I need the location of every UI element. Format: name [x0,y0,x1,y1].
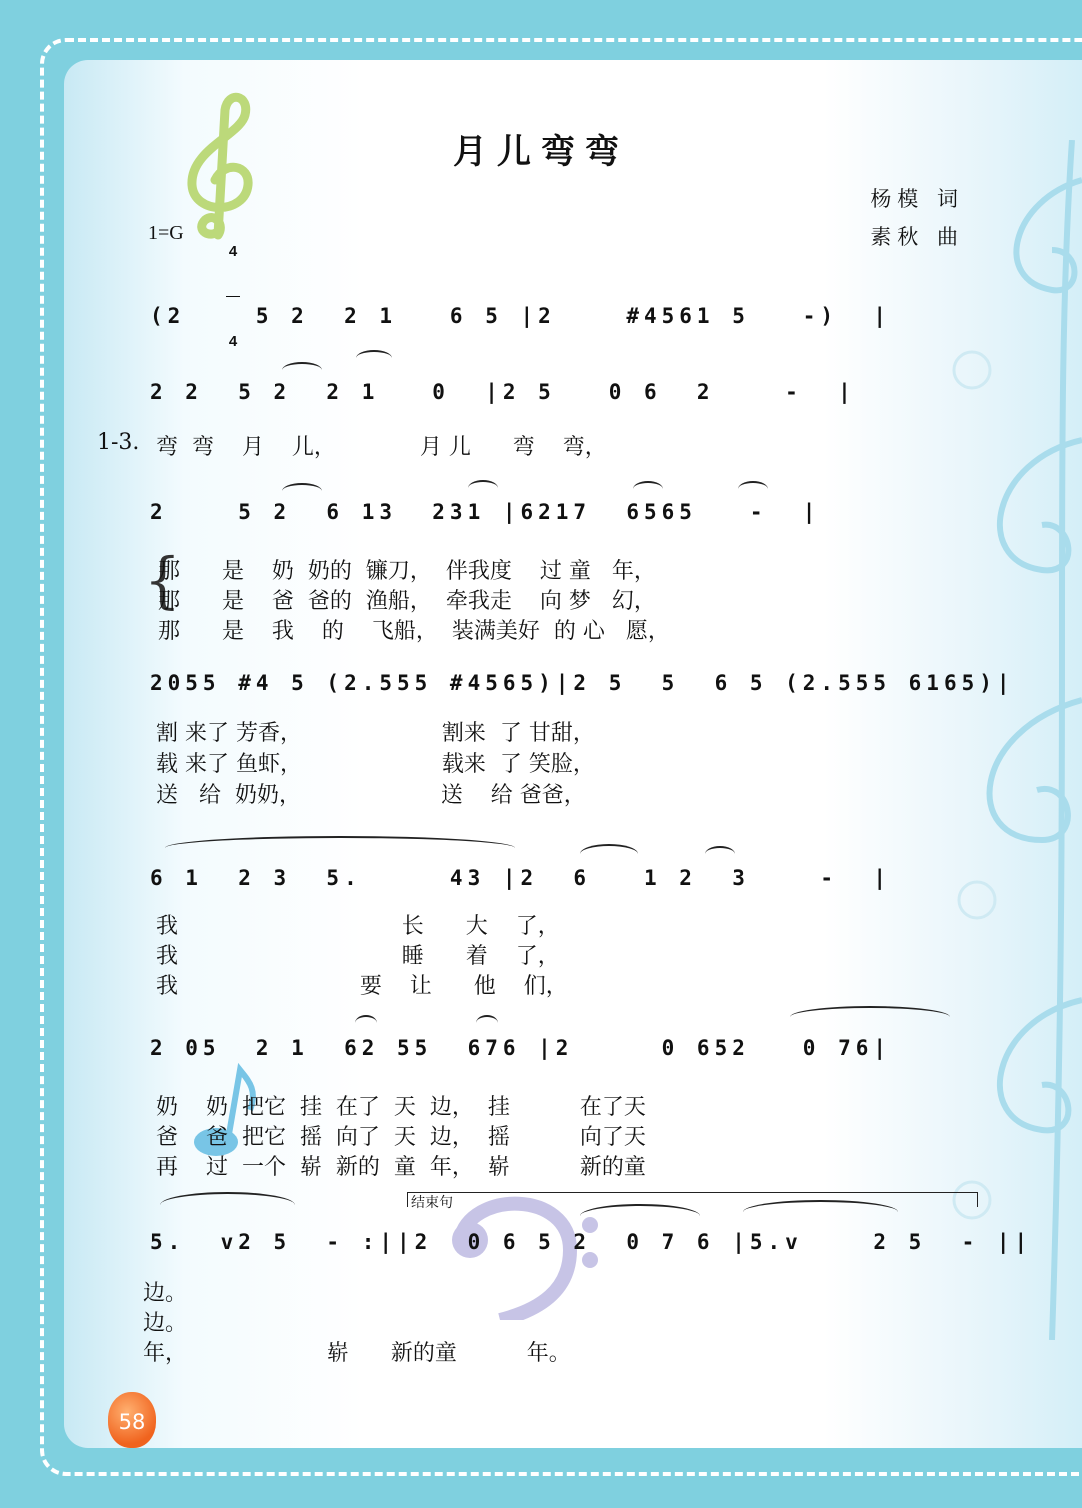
composer-credit: 素秋 曲 [870,225,964,249]
slur [165,836,515,860]
slur [282,483,322,499]
line2-lyric-3: 那 是 我 的 飞船， 装满美好 的 心 愿， [158,619,670,644]
slur [282,362,322,378]
line4-lyric-2: 我 睡 着 了， [156,944,560,969]
line1-lyric: 弯 弯 月 儿， 月 儿 弯 弯， [156,435,607,460]
ending-label: 结束句 [411,1195,453,1211]
slur [705,846,735,862]
page-number: 58 [108,1392,156,1448]
line2-lyric-2: 那 是 爸 爸的 渔船， 牵我走 向 梦 幻， [158,589,656,614]
slur [738,481,768,497]
time-sig-top: 4 [228,243,238,260]
line5-lyric-1: 奶 奶 把它 挂 在了 天 边， 挂 在了天 [156,1095,646,1120]
line2-lyric-1: 那 是 奶 奶的 镰刀， 伴我度 过 童 年， [158,559,656,584]
time-sig-bottom: 4 [228,333,238,350]
line3-lyric-3: 送 给 奶奶， 送 给 爸爸， [156,783,586,808]
line6-lyric-3: 年， 崭 新的童 年。 [143,1341,571,1366]
slur [355,1015,377,1031]
line3-notes: 2055 #4 5 (2.555 #4565)|2 5 5 6 5 (2.555 6165)| [150,671,1015,695]
time-signature [226,209,240,367]
slur [468,480,498,496]
slur [476,1015,498,1031]
slur [633,481,663,497]
line4-notes: 6 1 2 3 5. 43 |2 6 1 2 3 - | [150,866,892,890]
ending-bracket [407,1192,978,1207]
line4-lyric-3: 我 要 让 他 们， [156,974,568,999]
slur [790,1006,950,1028]
line4-lyric-1: 我 长 大 了， [156,914,560,939]
line5-lyric-2: 爸 爸 把它 摇 向了 天 边， 摇 向了天 [156,1125,646,1150]
verse-label: 1-3. [97,430,140,455]
line6-notes: 5. v2 5 - :||2 0 6 5 2 0 7 6 |5.v 2 5 - || [150,1230,1033,1254]
line5-lyric-3: 再 过 一个 崭 新的 童 年， 崭 新的童 [156,1155,646,1180]
song-title: 月儿弯弯 [453,132,629,172]
line3-lyric-2: 载 来了 鱼虾， 载来 了 笑脸， [156,752,595,777]
slur [580,1204,700,1228]
slur [356,350,392,366]
verse-brace: { [144,544,181,616]
slur [160,1192,295,1218]
intro-notes: (2 5 2 2 1 6 5 |2 #4561 5 -) | [150,304,892,328]
line5-notes: 2 05 2 1 62 55 676 |2 0 652 0 76| [150,1036,892,1060]
line6-lyric-1: 边。 [143,1281,188,1306]
line3-lyric-1: 割 来了 芳香， 割来 了 甘甜， [156,721,595,746]
line2-notes: 2 5 2 6 13 231 |6217 6565 - | [150,500,821,524]
key-signature: 1=G [148,222,184,244]
line6-lyric-2: 边。 [143,1311,188,1336]
slur [580,844,638,864]
lyricist-credit: 杨模 词 [870,187,964,211]
line1-notes: 2 2 5 2 2 1 0 |2 5 0 6 2 - | [150,380,856,404]
